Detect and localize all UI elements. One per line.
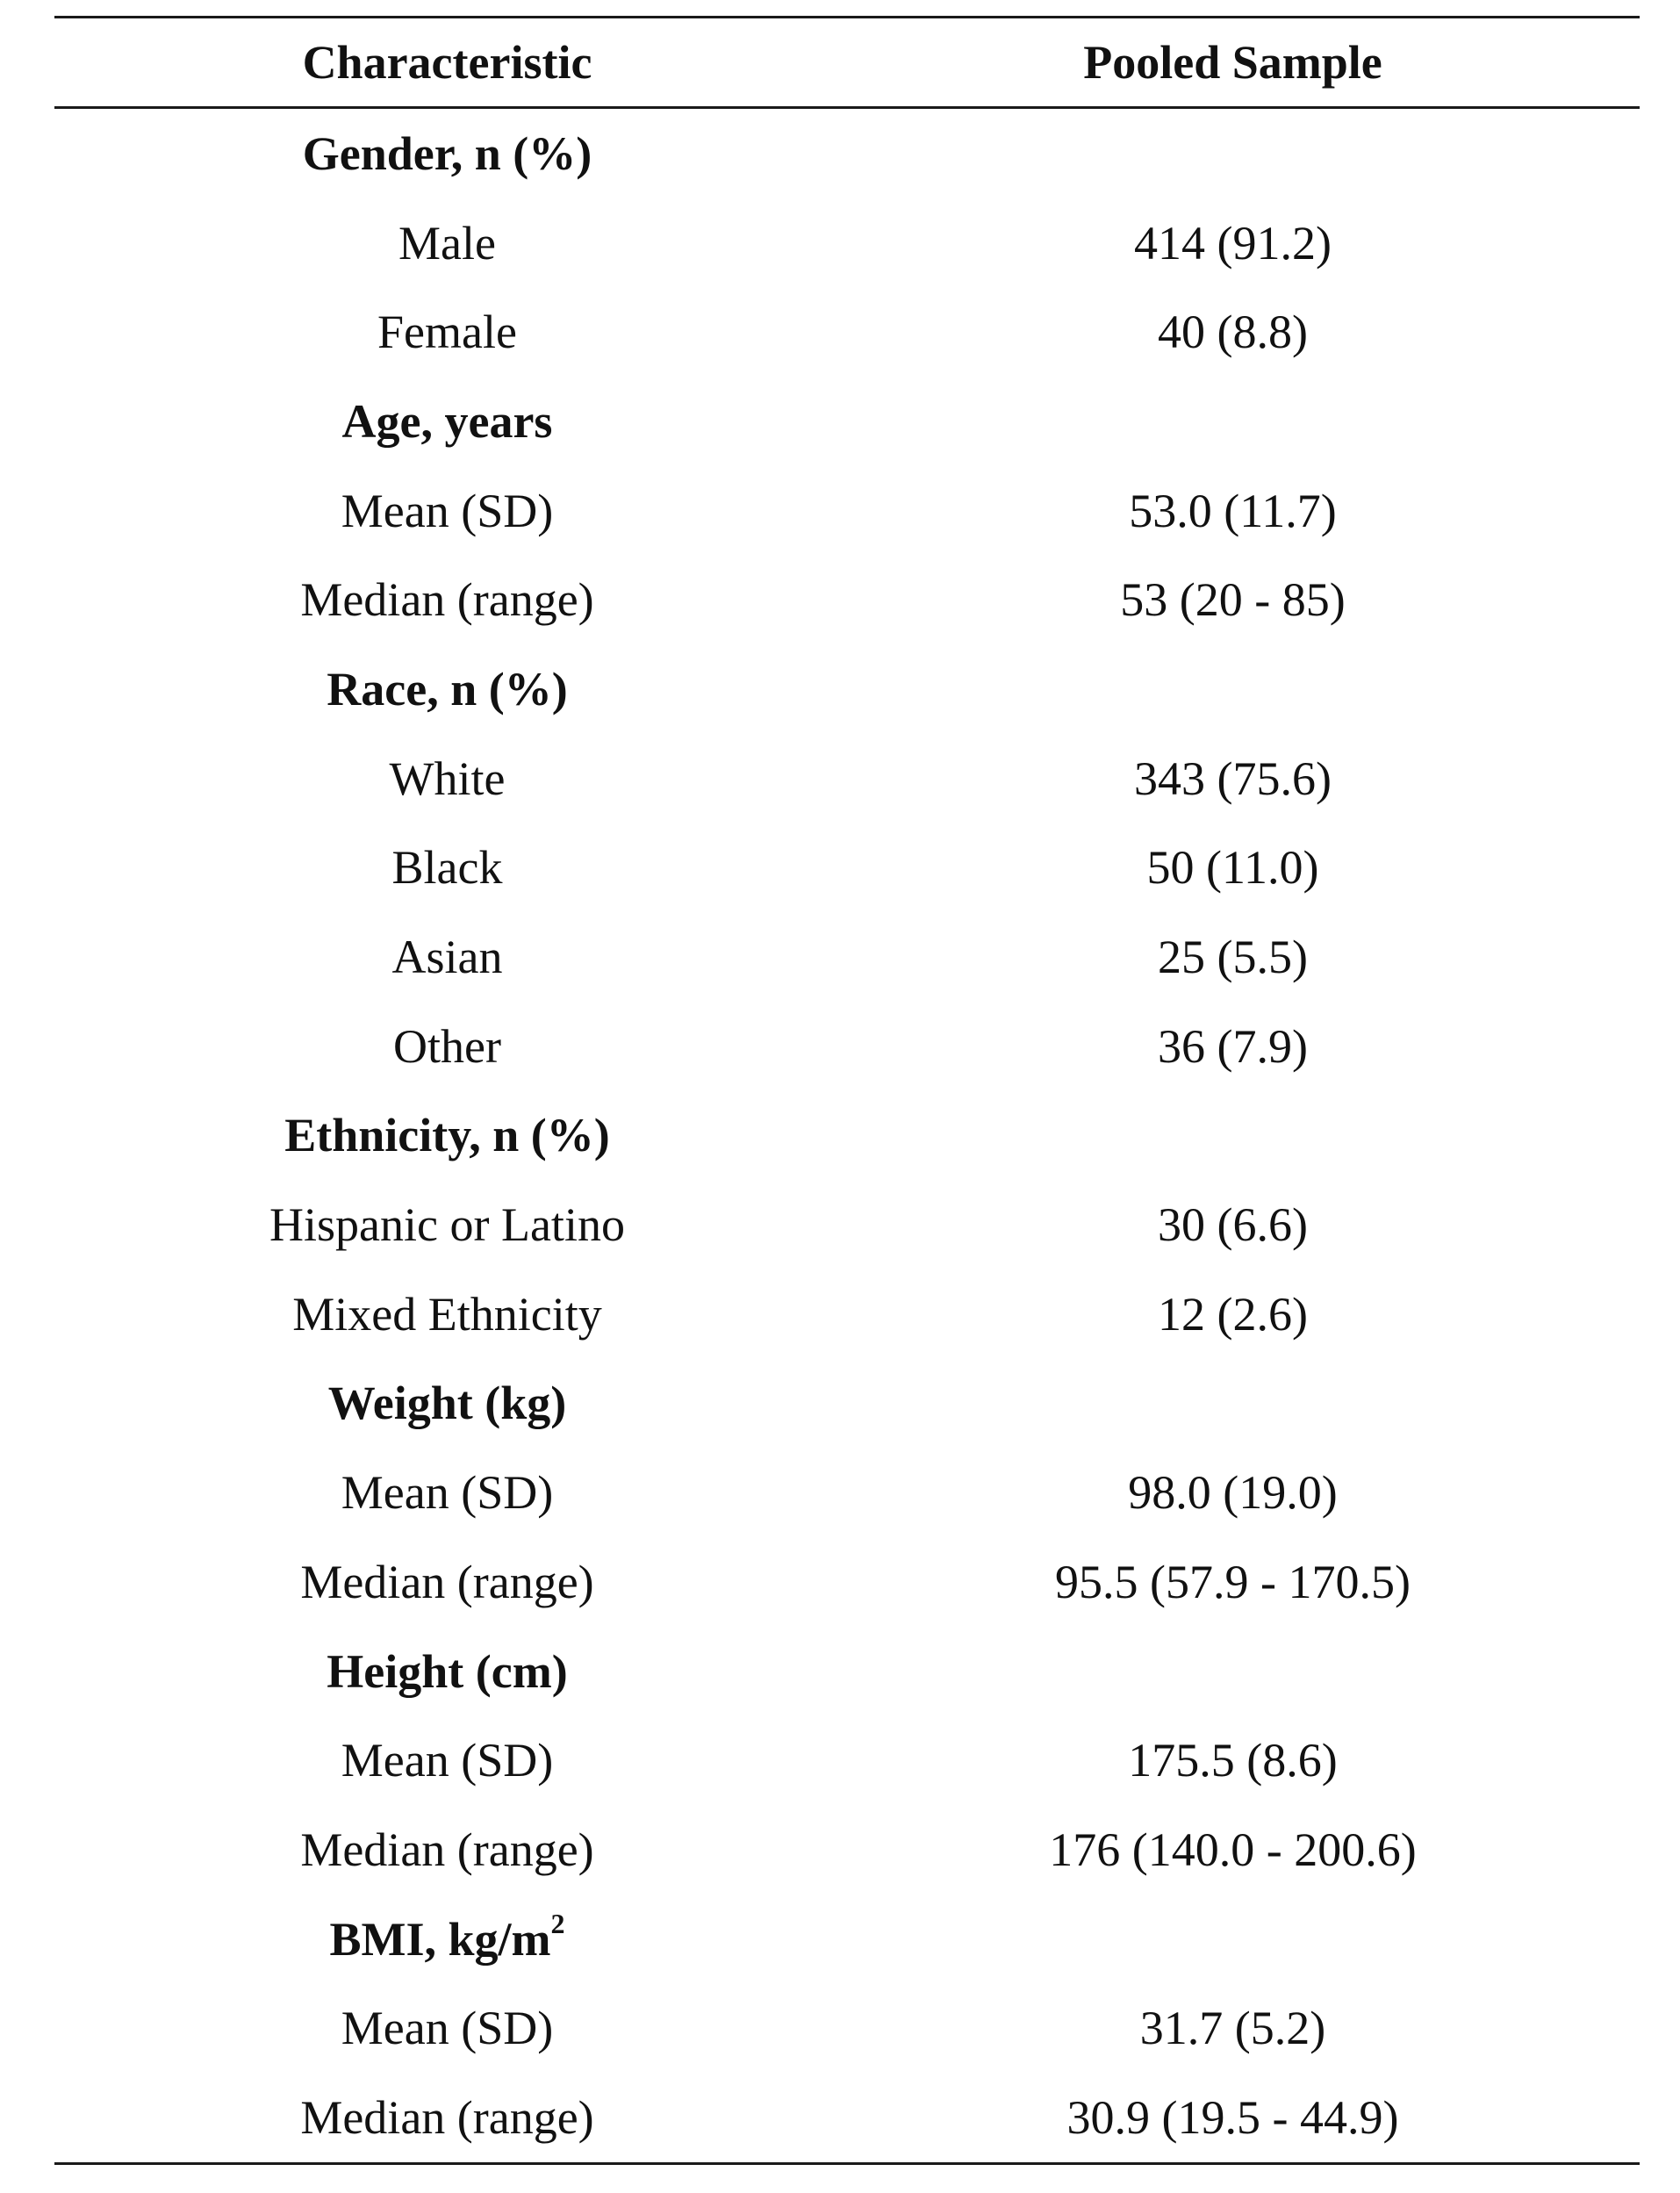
row-label <box>54 216 840 270</box>
label-text: Median (range) <box>300 573 594 627</box>
label-text: White <box>389 751 506 805</box>
row-value: 50 (11.0) <box>1146 841 1319 895</box>
row-value: 30.9 (19.5 - 44.9) <box>1066 2090 1399 2144</box>
section-label <box>54 1907 840 1967</box>
row-value: 40 (8.8) <box>1158 306 1308 359</box>
row-label <box>54 305 840 359</box>
table-row <box>54 823 1640 913</box>
section-row <box>54 1091 1640 1181</box>
header-characteristic: Characteristic <box>302 36 592 89</box>
row-label <box>54 484 840 538</box>
section-row <box>54 1895 1640 1984</box>
row-value: 25 (5.5) <box>1158 931 1308 984</box>
label-text: Ethnicity, n (%) <box>284 1109 610 1162</box>
label-superscript: 2 <box>550 1907 565 1939</box>
label-text: BMI, kg/m <box>329 1912 551 1966</box>
row-label <box>54 840 840 895</box>
row-label <box>54 1465 840 1520</box>
section-label <box>54 1108 840 1162</box>
row-label <box>54 1733 840 1787</box>
row-label <box>54 1019 840 1074</box>
row-value: 176 (140.0 - 200.6) <box>1049 1823 1417 1876</box>
row-label <box>54 1555 840 1609</box>
section-row <box>54 1359 1640 1449</box>
section-label <box>54 394 840 449</box>
label-text: Median (range) <box>300 1555 594 1608</box>
table-row <box>54 1269 1640 1359</box>
section-row <box>54 109 1640 198</box>
row-label <box>54 2001 840 2055</box>
table-header <box>54 18 1640 106</box>
label-text: Median (range) <box>300 1823 594 1876</box>
row-value: 31.7 (5.2) <box>1139 2002 1326 2055</box>
table-row <box>54 198 1640 288</box>
row-label <box>54 930 840 984</box>
section-label <box>54 1376 840 1430</box>
label-text: Mixed Ethnicity <box>292 1287 602 1341</box>
table-row <box>54 1983 1640 2073</box>
table-row <box>54 466 1640 556</box>
row-value: 98.0 (19.0) <box>1128 1466 1338 1520</box>
label-text: Mean (SD) <box>341 2002 554 2055</box>
label-text: Male <box>398 216 496 270</box>
row-value: 36 (7.9) <box>1158 1019 1308 1073</box>
row-value: 30 (6.6) <box>1158 1198 1308 1252</box>
label-text: Mean (SD) <box>341 1466 554 1520</box>
row-label <box>54 572 840 627</box>
row-label <box>54 2090 840 2145</box>
label-text: Mean (SD) <box>341 484 554 537</box>
label-text: Race, n (%) <box>327 662 568 715</box>
table-row <box>54 1715 1640 1805</box>
label-text: Hispanic or Latino <box>269 1198 625 1252</box>
label-text: Mean (SD) <box>341 1734 554 1787</box>
label-text: Weight (kg) <box>327 1377 567 1430</box>
table-body <box>54 109 1640 2162</box>
table-row <box>54 1180 1640 1269</box>
table-row <box>54 912 1640 1002</box>
table-row <box>54 1002 1640 1091</box>
label-text: Height (cm) <box>327 1644 568 1698</box>
bottom-rule <box>54 2162 1640 2165</box>
table-row <box>54 287 1640 377</box>
label-text: Age, years <box>341 394 553 448</box>
section-row <box>54 644 1640 734</box>
section-row <box>54 1627 1640 1716</box>
characteristics-table <box>54 16 1640 2165</box>
header-pooled-sample: Pooled Sample <box>1083 36 1382 89</box>
row-value: 53.0 (11.7) <box>1129 484 1337 537</box>
label-text: Female <box>377 306 517 359</box>
row-label <box>54 1823 840 1877</box>
row-value: 53 (20 - 85) <box>1120 573 1346 627</box>
row-label <box>54 1197 840 1252</box>
row-value: 95.5 (57.9 - 170.5) <box>1055 1555 1411 1608</box>
label-text: Asian <box>391 931 503 984</box>
label-text: Gender, n (%) <box>302 126 592 180</box>
label-text: Other <box>393 1019 501 1073</box>
table-row <box>54 734 1640 823</box>
table-row <box>54 555 1640 644</box>
section-label <box>54 126 840 181</box>
row-value: 12 (2.6) <box>1158 1287 1308 1341</box>
section-label <box>54 1644 840 1699</box>
row-label <box>54 751 840 806</box>
table-row <box>54 1805 1640 1895</box>
label-text: Median (range) <box>300 2090 594 2144</box>
label-text: Black <box>391 841 503 895</box>
table-row <box>54 1537 1640 1627</box>
row-label <box>54 1287 840 1341</box>
table-row <box>54 1448 1640 1537</box>
row-value: 414 (91.2) <box>1134 216 1332 270</box>
table-row <box>54 2073 1640 2162</box>
section-label <box>54 662 840 716</box>
section-row <box>54 377 1640 466</box>
row-value: 343 (75.6) <box>1134 751 1332 805</box>
row-value: 175.5 (8.6) <box>1128 1734 1338 1787</box>
